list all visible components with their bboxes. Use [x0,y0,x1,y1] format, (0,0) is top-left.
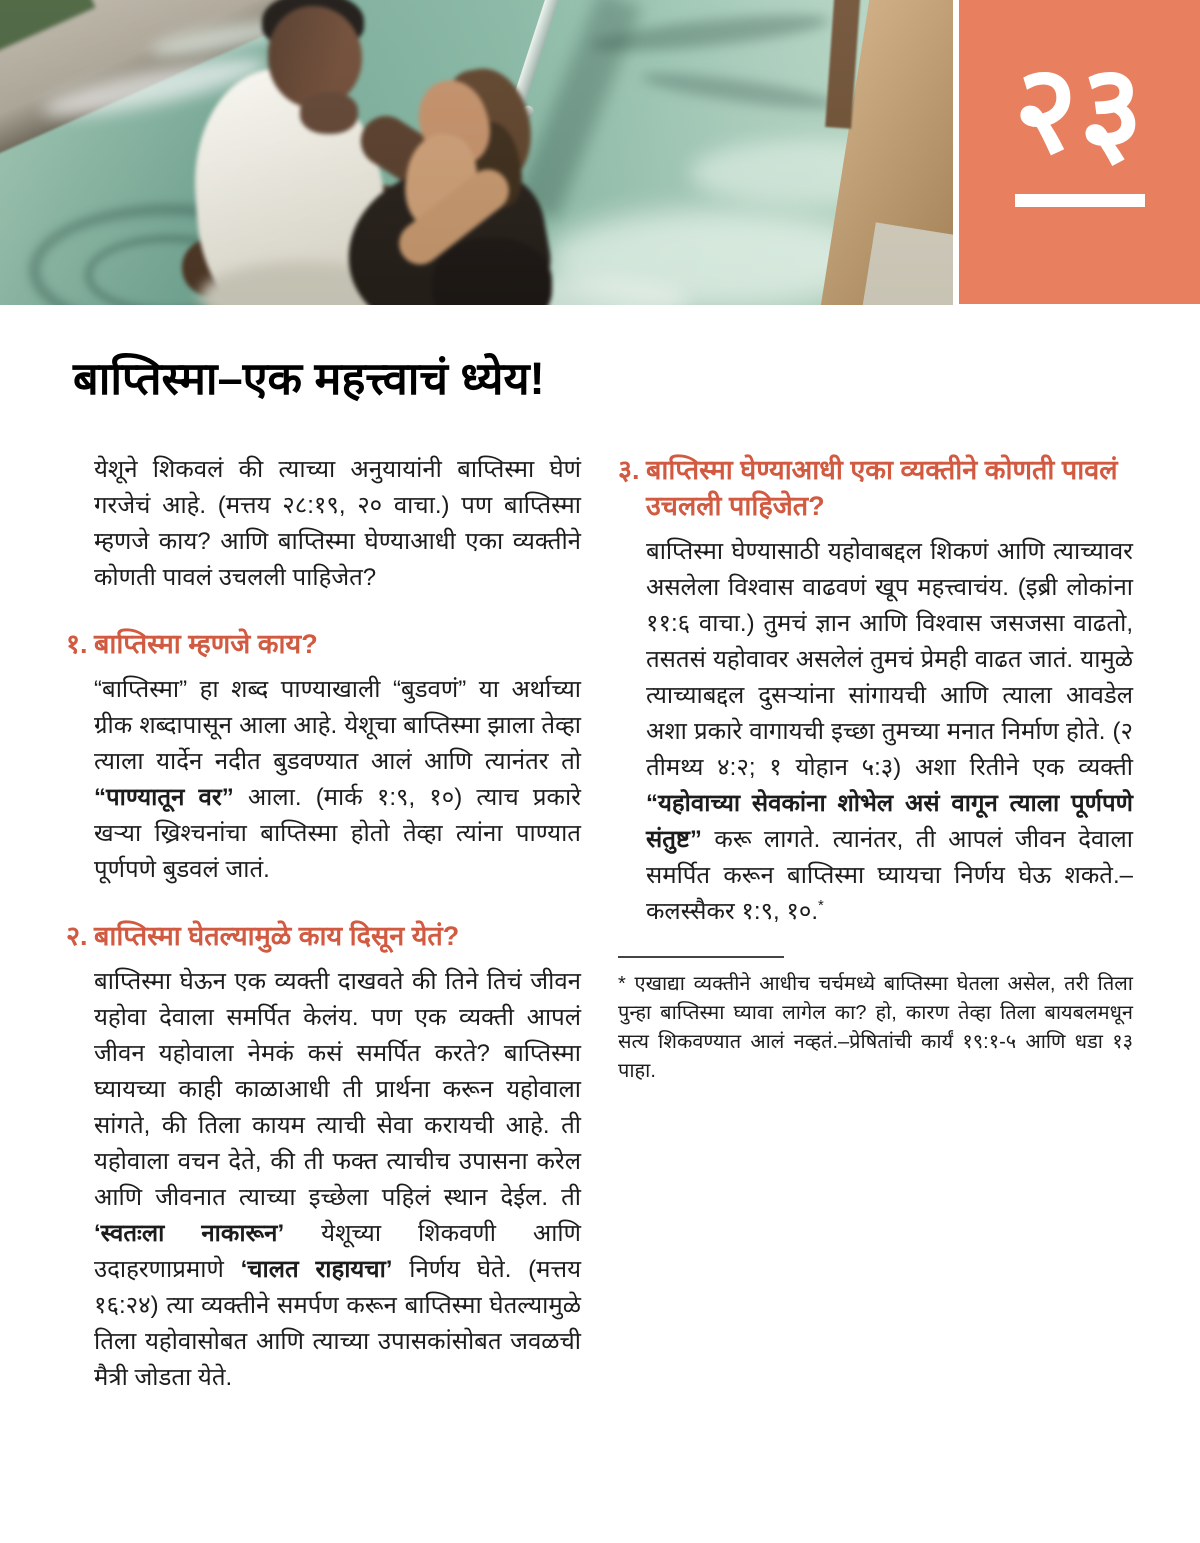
page-title: बाप्तिस्मा–एक महत्त्वाचं ध्येय! [73,353,545,404]
section-3-number: ३. [618,455,640,485]
footnote-divider [618,956,784,958]
intro-paragraph: येशूने शिकवलं की त्याच्या अनुयायांनी बाप्तिस्मा घेणं गरजेचं आहे. (मत्तय २८:१९, २० वाचा.) पण बाप्तिस्मा म्हणजे काय? आणि बाप्तिस्मा घेण्याआधी एका व्यक्तीने कोणती पावलं उचलली पाहिजेत? [94,456,581,591]
right-column [618,452,1133,1396]
section-1-paragraph: “बाप्तिस्मा” हा शब्द पाण्याखाली “बुडवणं” या अर्थाच्या ग्रीक शब्दापासून आला आहे. येशूचा बाप्तिस्मा झाला तेव्हा त्याला यार्देन नदीत बुडवण्यात आलं आणि त्यानंतर तो “पाण्यातून वर” आला. (मार्क १:९, १०) त्याच प्रकारे खऱ्या ख्रिश्चनांचा बाप्तिस्मा होतो तेव्हा त्यांना पाण्यात पूर्णपणे बुडवलं जातं. [94,676,581,883]
two-column-layout [66,452,1200,1396]
section-1 [66,626,581,888]
footnote-text: * एखाद्या व्यक्तीने आधीच चर्चमध्ये बाप्तिस्मा घेतला असेल, तरी तिला पुन्हा बाप्तिस्मा घ्यावा लागेल का? हो, कारण तेव्हा तिला बायबलमधून सत्य शिकवण्यात आलं नव्हतं.–प्रेषितांची कार्यं १९:१-५ आणि धडा १३ पाहा. [618,973,1133,1082]
section-2-number: २. [66,921,88,951]
photo-overlay [0,0,953,305]
section-2-paragraph: बाप्तिस्मा घेऊन एक व्यक्ती दाखवते की तिने तिचं जीवन यहोवा देवाला समर्पित केलंय. पण एक व्यक्ती आपलं जीवन यहोवाला नेमकं कसं समर्पित करते? बाप्तिस्मा घ्यायच्या काही काळाआधी ती प्रार्थना करून यहोवाला सांगते, की तिला कायम त्याची सेवा करायची आहे. ती यहोवाला वचन देते, की ती फक्त त्याचीच उपासना करेल आणि जीवनात त्याच्या इच्छेला पहिलं स्थान देईल. ती ‘स्वतःला नाकारून’ येशूच्या शिकवणी आणि उदाहरणाप्रमाणे ‘चालत राहायचा’ निर्णय घेते. (मत्तय १६:२४) त्या व्यक्तीने समर्पण करून बाप्तिस्मा घेतल्यामुळे तिला यहोवासोबत आणि त्याच्या उपासकांसोबत जवळची मैत्री जोडता येते. [94,968,581,1391]
section-3 [618,452,1133,930]
section-2 [66,918,581,1396]
lesson-number: २३ [1014,41,1145,177]
article [0,352,1200,1396]
left-column [66,452,581,1396]
badge-underline [1015,194,1145,207]
section-1-heading: बाप्तिस्मा म्हणजे काय? [94,629,318,659]
baptism-photo [0,0,953,305]
footnote [618,956,1133,1086]
lesson-number-badge [959,0,1200,304]
section-3-heading: बाप्तिस्मा घेण्याआधी एका व्यक्तीने कोणती पावलं उचलली पाहिजेत? [646,455,1118,521]
section-1-number: १. [66,629,88,659]
section-2-heading: बाप्तिस्मा घेतल्यामुळे काय दिसून येतं? [94,921,460,951]
section-3-paragraph: बाप्तिस्मा घेण्यासाठी यहोवाबद्दल शिकणं आणि त्याच्यावर असलेला विश्वास वाढवणं खूप महत्त्वाचंय. (इब्री लोकांना ११:६ वाचा.) तुमचं ज्ञान आणि विश्वास जसजसा वाढतो, तसतसं यहोवावर असलेलं तुमचं प्रेमही वाढत जातं. यामुळे त्याच्याबद्दल दुसऱ्यांना सांगायची आणि त्याला आवडेल अशा प्रकारे वागायची इच्छा तुमच्या मनात निर्माण होते. (२ तीमथ्य ४:२; १ योहान ५:३) अशा रितीने एक व्यक्ती “यहोवाच्या सेवकांना शोभेल असं वागून त्याला पूर्णपणे संतुष्ट” करू लागते. त्यानंतर, ती आपलं जीवन देवाला समर्पित करून बाप्तिस्मा घ्यायचा निर्णय घेऊ शकते.–कलस्सैकर १:९, १०.* [646,538,1133,925]
